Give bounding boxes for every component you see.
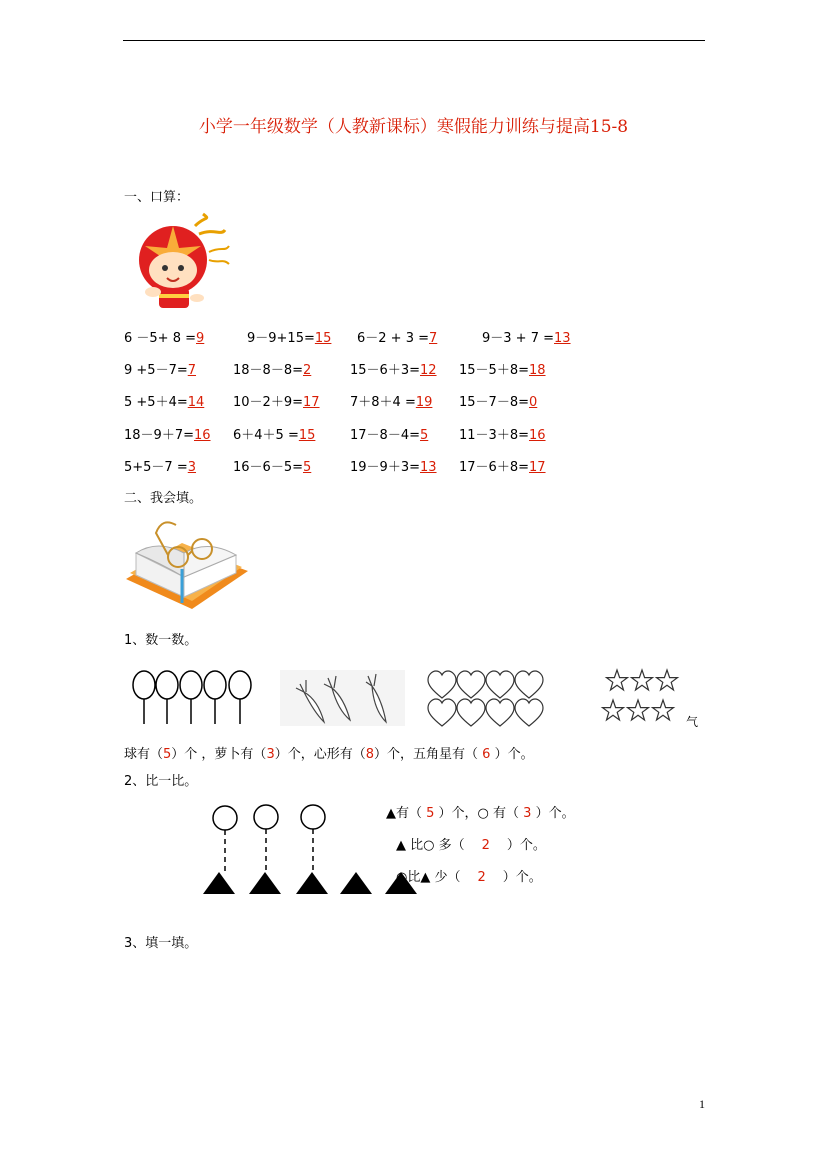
star-icon: [653, 700, 674, 720]
balloon-icon: [133, 671, 155, 699]
equation: 19－9＋3=13: [350, 460, 437, 475]
q1-answer-line: 球有（5）个 ，萝卜有（3）个，心形有（8）个，五角星有（ 6 ）个。: [124, 747, 534, 762]
triangle-icon: [340, 872, 372, 894]
equation: 11－3＋8=16: [459, 428, 546, 443]
answer: 0: [528, 395, 538, 410]
circle-count: 3: [523, 806, 532, 821]
answer: 7: [429, 331, 438, 346]
equation: 5+5－7 =3: [124, 456, 202, 475]
answer: 15: [314, 331, 332, 346]
answer: 12: [419, 363, 437, 378]
answer: 13: [554, 331, 571, 346]
section-1-heading: 一、口算：: [124, 190, 190, 205]
heart-icon: [486, 699, 514, 726]
equation: 9－9+15=15: [247, 331, 332, 346]
balloon-icon: [229, 671, 251, 699]
equation: 15－5＋8=18: [459, 363, 546, 378]
equation: 18－8－8=2: [233, 359, 317, 378]
answer: 13: [419, 460, 437, 475]
heart-icon: [457, 699, 485, 726]
equation: 18－9＋7=16: [124, 428, 211, 443]
q2-heading: 2、比一比。: [124, 774, 198, 789]
triangle-icon: [203, 872, 235, 894]
book-glasses-illustration: [122, 513, 250, 618]
equation: 16－6－5=5: [233, 456, 317, 475]
answer: 2: [302, 363, 312, 378]
answer: 5: [419, 428, 429, 443]
answer: 15: [298, 428, 316, 443]
equation: 17－8－4=5: [350, 424, 434, 443]
balloons-group: [130, 669, 254, 725]
balloon-icon: [204, 671, 226, 699]
equation: 7＋8＋4 =19: [350, 395, 433, 410]
heart-icon: [486, 671, 514, 698]
equation: 10－2＋9=17: [233, 395, 320, 410]
header-rule: [123, 40, 705, 41]
equation: 15－6＋3=12: [350, 363, 437, 378]
hearts-group: [426, 668, 550, 728]
answer: 9: [196, 331, 205, 346]
page-number: 1: [699, 1097, 705, 1111]
circle-icon: [254, 805, 278, 829]
star-icon: [632, 670, 653, 690]
triangle-icon: [296, 872, 328, 894]
q1-heading: 1、数一数。: [124, 633, 198, 648]
triangle-icon: [249, 872, 281, 894]
equation: 9－3 + 7 =13: [482, 331, 571, 346]
heart-icon: [515, 699, 543, 726]
answer: 17: [302, 395, 320, 410]
equation: 15－7－8=0: [459, 391, 543, 410]
equation: 5 +5＋4=14: [124, 395, 205, 410]
q3-heading: 3、填一填。: [124, 936, 198, 951]
page-title: 小学一年级数学（人教新课标）寒假能力训练与提高15-8: [198, 117, 629, 137]
equation: 6＋4＋5 =15: [233, 428, 316, 443]
q2-line-3: ○比▲ 少（ 2 ）个。: [396, 870, 542, 885]
heart-icon: [428, 671, 456, 698]
answer: 7: [187, 363, 197, 378]
balloon-count: 5: [163, 747, 172, 762]
q2-line-2: ▲ 比○ 多（ 2 ）个。: [396, 838, 546, 853]
answer: 19: [415, 395, 433, 410]
carrot-count: 3: [266, 747, 275, 762]
more-count: 2: [481, 838, 490, 853]
star-icon: [657, 670, 678, 690]
heart-icon: [515, 671, 543, 698]
heart-icon: [428, 699, 456, 726]
heart-count: 8: [365, 747, 375, 762]
equation: 6 －5+ 8 =9: [124, 327, 210, 346]
star-icon: [607, 670, 628, 690]
circle-icon: [301, 805, 325, 829]
stray-character: 气: [686, 715, 699, 729]
equation: 9 +5－7=7: [124, 359, 202, 378]
equation: 6－2 + 3 =7: [357, 327, 443, 346]
carrots-group: [280, 670, 405, 726]
balloon-icon: [180, 671, 202, 699]
circle-icon: [213, 806, 237, 830]
section-2-heading: 二、我会填。: [124, 491, 203, 506]
answer: 16: [528, 428, 546, 443]
heart-icon: [457, 671, 485, 698]
less-count: 2: [477, 870, 486, 885]
star-icon: [603, 700, 624, 720]
answer: 14: [187, 395, 205, 410]
cartoon-girl-illustration: [125, 212, 235, 314]
star-icon: [628, 700, 649, 720]
answer: 5: [302, 460, 312, 475]
balloon-icon: [156, 671, 178, 699]
answer: 16: [193, 428, 211, 443]
answer: 17: [528, 460, 546, 475]
stars-group: [600, 668, 684, 724]
equation: 17－6＋8=17: [459, 460, 546, 475]
answer: 18: [528, 363, 546, 378]
answer: 3: [187, 460, 197, 475]
q2-line-1: ▲有（ 5 ）个，○ 有（ 3 ）个。: [386, 806, 575, 821]
star-count: 6: [482, 747, 491, 762]
triangle-count: 5: [426, 806, 435, 821]
